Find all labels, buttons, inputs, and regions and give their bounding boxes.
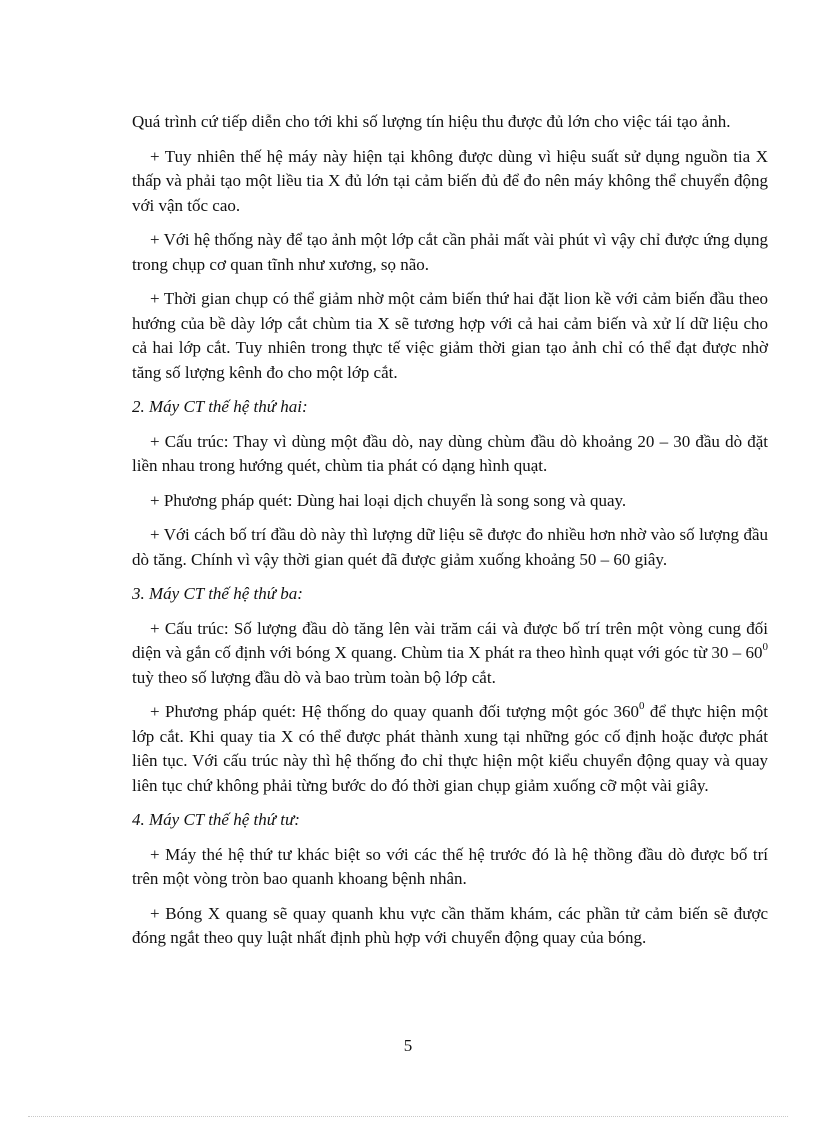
section-heading: 2. Máy CT thế hệ thứ hai: (132, 397, 308, 416)
paragraph: + Phương pháp quét: Dùng hai loại dịch chuyển là song song và quay. (150, 490, 627, 510)
section-heading: 3. Máy CT thế hệ thứ ba: (132, 584, 303, 603)
section-heading: 4. Máy CT thế hệ thứ tư: (132, 810, 300, 829)
paragraph: Quá trình cứ tiếp diễn cho tới khi số lượng tín hiệu thu được đủ lớn cho việc tái tạo ảnh. (132, 112, 731, 131)
paragraph: + Cấu trúc: Thay vì dùng một đầu dò, nay dùng chùm đầu dò khoảng 20 – 30 đầu dò đặt liền nhau trong hướng quét, chùm tia phát có dạng hình quạt. (132, 431, 768, 475)
page-number: 5 (403, 1036, 413, 1055)
paragraph-text: tuỳ theo số lượng đầu dò và bao trùm toàn bộ lớp cắt. (132, 667, 496, 687)
degree-superscript: 0 (762, 641, 768, 654)
paragraph: + Tuy nhiên thế hệ máy này hiện tại không được dùng vì hiệu suất sử dụng nguồn tia X thấp và phải tạo một liều tia X đủ lớn tại cảm biến đủ để đo nên máy không thể chuyển động với vận tốc cao. (132, 146, 768, 215)
paragraph: + Máy thé hệ thứ tư khác biệt so với các thế hệ trước đó là hệ thồng đầu dò được bố trí trên một vòng tròn bao quanh khoang bệnh nhân. (132, 844, 768, 888)
page-divider (28, 1116, 788, 1117)
paragraph: + Thời gian chụp có thể giảm nhờ một cảm biến thứ hai đặt lion kề với cảm biến đầu theo hướng của bề dày lớp cắt chùm tia X sẽ tương hợp với cả hai cảm biến và xử lí dữ liệu cho cả hai lớp cắt. Tuy nhiên trong thực tế việc giảm thời gian tạo ảnh chỉ có thể đạt được nhờ tăng số lượng kênh đo cho một lớp cắt. (132, 289, 768, 382)
paragraph-text: để thực hiện một lớp cắt. Khi quay tia X có thể được phát thành xung tại những góc cố định hoặc được phát liên tục. Với cấu trúc này thì hệ thống đo chỉ thực hiện một kiểu chuyển động quay và quay liên tục chứ không phải từng bước do đó thời gian chụp giảm xuống cỡ một vài giây. (132, 702, 769, 795)
degree-superscript: 0 (638, 700, 645, 713)
paragraph (132, 617, 768, 691)
paragraph: + Với hệ thống này để tạo ảnh một lớp cắt cần phải mất vài phút vì vậy chỉ được ứng dụng trong chụp cơ quan tĩnh như xương, sọ não. (132, 230, 768, 274)
document-body (132, 110, 768, 961)
paragraph (132, 700, 768, 798)
paragraph: + Với cách bố trí đầu dò này thì lượng dữ liệu sẽ được đo nhiều hơn nhờ vào số lượng đầu dò tăng. Chính vì vậy thời gian quét đã được giảm xuống khoảng 50 – 60 giây. (132, 525, 768, 569)
paragraph: + Bóng X quang sẽ quay quanh khu vực cần thăm khám, các phần tử cảm biến sẽ được đóng ngắt theo quy luật nhất định phù hợp với chuyển động quay của bóng. (132, 903, 768, 947)
paragraph-text: + Cấu trúc: Số lượng đầu dò tăng lên vài trăm cái và được bố trí trên một vòng cung đối diện và gắn cố định với bóng X quang. Chùm tia X phát ra theo hình quạt với góc từ 30 – 60 (132, 618, 768, 662)
paragraph-text: + Phương pháp quét: Hệ thống do quay quanh đối tượng một góc 360 (150, 702, 639, 721)
